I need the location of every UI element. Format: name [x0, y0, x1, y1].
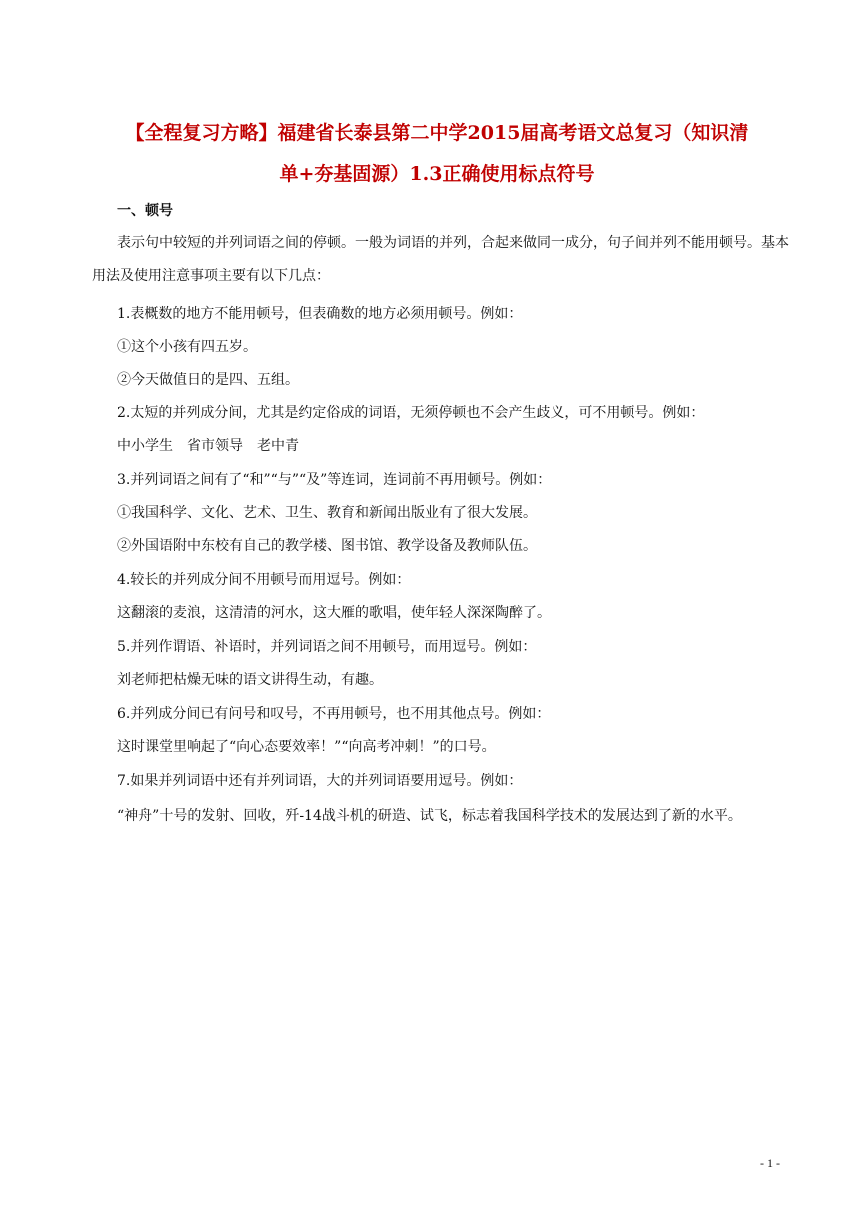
rule-1: 1.表概数的地方不能用顿号，但表确数的地方必须用顿号。例如： [117, 306, 523, 322]
rule-4: 4.较长的并列成分间不用顿号而用逗号。例如： [117, 572, 411, 588]
document-title-line-1: 【全程复习方略】福建省长泰县第二中学2015届高考语文总复习（知识清 [125, 122, 749, 144]
example-4: 这翻滚的麦浪，这清清的河水，这大雁的歌唱，使年轻人深深陶醉了。 [117, 605, 551, 621]
example-2: 中小学生 省市领导 老中青 [117, 438, 299, 454]
rule-7: 7.如果并列词语中还有并列词语，大的并列词语要用逗号。例如： [117, 773, 523, 789]
rule-6: 6.并列成分间已有问号和叹号，不再用顿号，也不用其他点号。例如： [117, 706, 551, 722]
rule-2: 2.太短的并列成分间，尤其是约定俗成的词语，无须停顿也不会产生歧义，可不用顿号。例如： [117, 405, 705, 421]
document-title-line-2: 单+夯基固源）1.3正确使用标点符号 [279, 163, 595, 185]
example-6: 这时课堂里响起了“向心态要效率！”“向高考冲刺！”的口号。 [117, 739, 496, 755]
example-1b: ②今天做值日的是四、五组。 [117, 372, 299, 388]
example-3b: ②外国语附中东校有自己的教学楼、图书馆、教学设备及教师队伍。 [117, 538, 537, 554]
example-1a: ①这个小孩有四五岁。 [117, 339, 257, 355]
rule-5: 5.并列作谓语、补语时，并列词语之间不用顿号，而用逗号。例如： [117, 639, 537, 655]
intro-paragraph: 表示句中较短的并列词语之间的停顿。一般为词语的并列，合起来做同一成分，句子间并列不能用顿号。基本用法及使用注意事项主要有以下几点： [92, 235, 789, 284]
page-number: - 1 - [760, 1156, 780, 1170]
rule-3: 3.并列词语之间有了“和”“与”“及”等连词，连词前不再用顿号。例如： [117, 472, 552, 488]
section-heading: 一、顿号 [117, 203, 173, 219]
example-7-paragraph: “神舟”十号的发射、回收，歼-14战斗机的研造、试飞，标志着我国科学技术的发展达到了新的水平。 [117, 808, 742, 824]
example-5: 刘老师把枯燥无味的语文讲得生动，有趣。 [117, 672, 383, 688]
example-3a: ①我国科学、文化、艺术、卫生、教育和新闻出版业有了很大发展。 [117, 505, 537, 521]
